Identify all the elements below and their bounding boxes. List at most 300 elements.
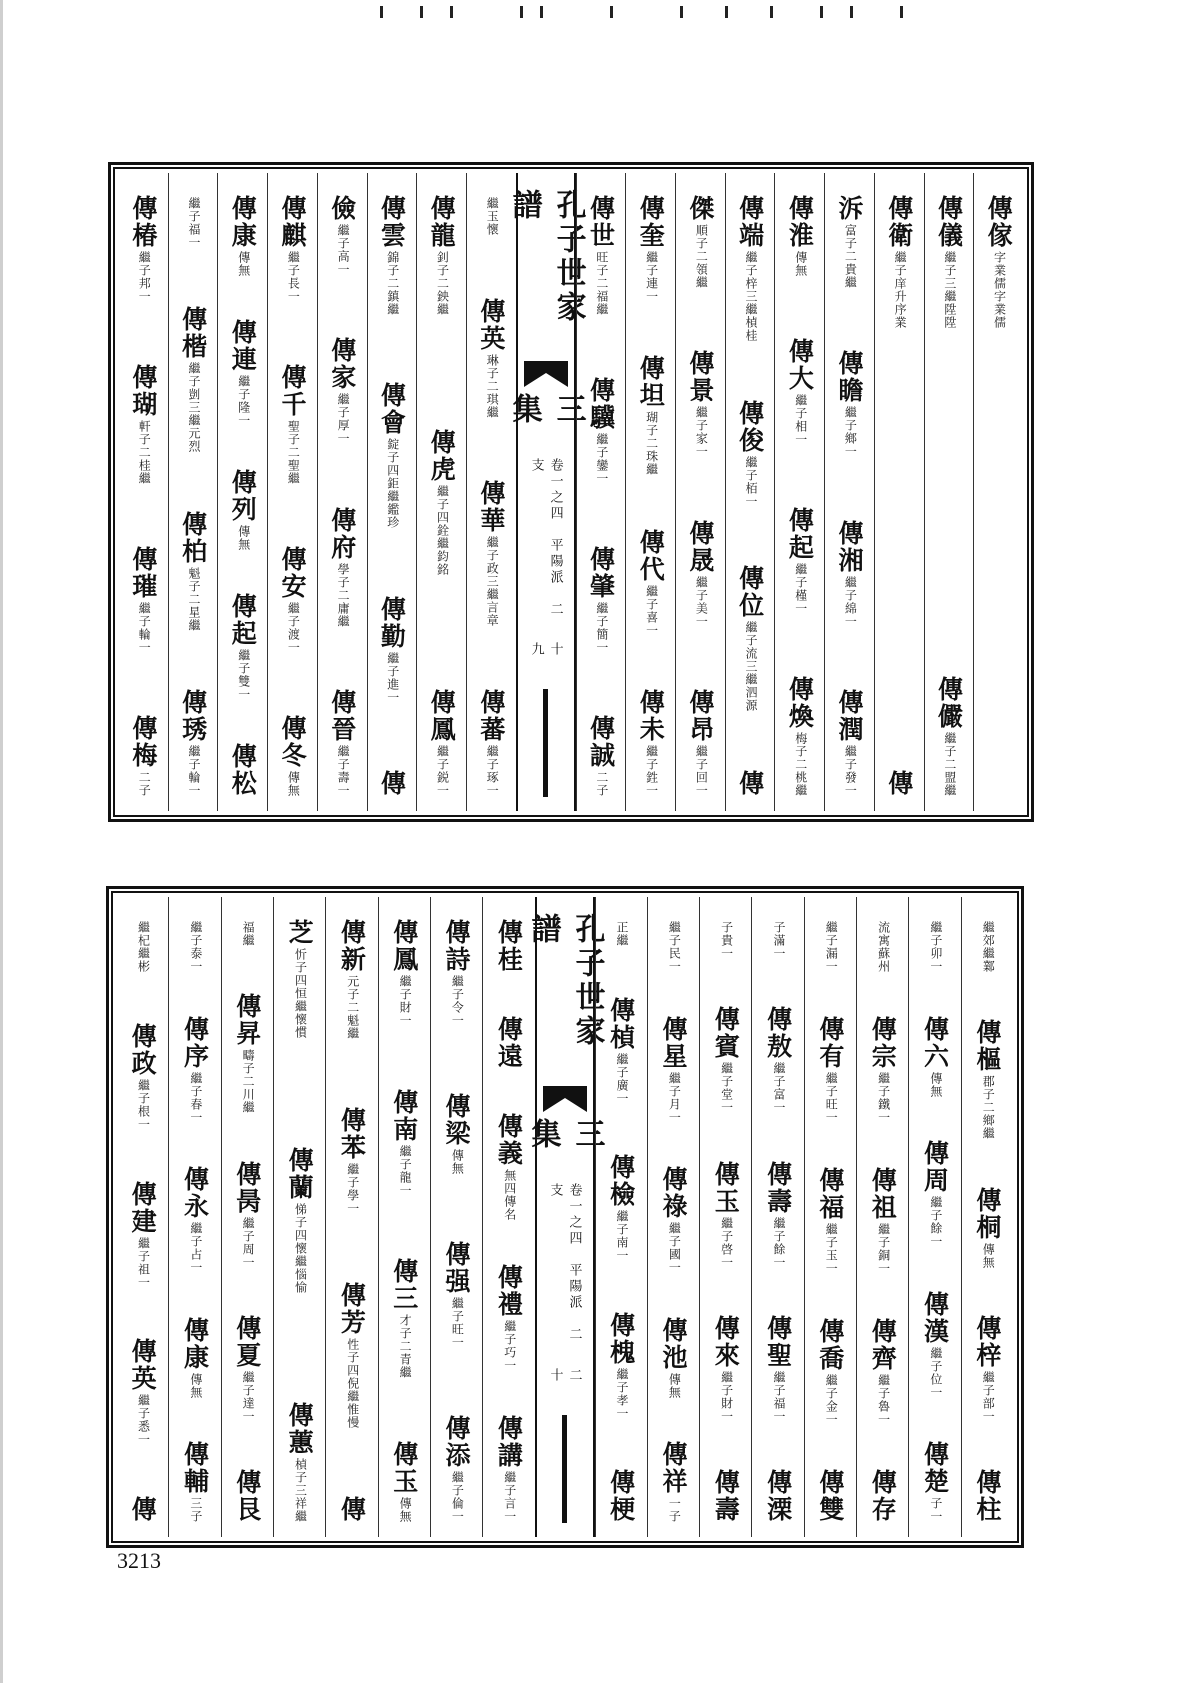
person-note: 繼子梓三繼楨桂	[744, 251, 759, 342]
person-note: 繼子卯一	[928, 921, 943, 973]
person-name: 傳儀	[934, 195, 964, 249]
person-name: 傳池	[658, 1316, 688, 1371]
person-note: 梅子二桃繼	[793, 732, 808, 797]
person-note: 繼子倫一	[450, 1471, 465, 1523]
person-note: 繼子祖一	[136, 1236, 151, 1289]
person-note: 繼郊繼鄴	[981, 921, 996, 973]
center-column	[506, 173, 586, 811]
genealogy-entry	[280, 364, 305, 485]
genealogy-entry	[636, 355, 666, 477]
genealogy-entry	[658, 1166, 688, 1274]
person-note: 傳無	[928, 1071, 943, 1098]
genealogy-entry	[785, 676, 815, 797]
person-name: 芝	[285, 919, 315, 946]
genealogy-entry	[228, 195, 258, 277]
person-note: 繼子相一	[793, 394, 808, 446]
genealogy-column	[675, 173, 725, 811]
person-note: 繼子悉一	[136, 1394, 151, 1447]
genealogy-entry	[711, 1160, 741, 1269]
person-note: 繼子槿一	[793, 563, 808, 615]
person-name: 傳潤	[835, 688, 865, 743]
genealogy-entry	[178, 510, 208, 632]
genealogy-entry	[884, 770, 914, 797]
person-name: 傳福	[815, 1167, 845, 1221]
genealogy-entry	[835, 519, 865, 628]
person-note: 繼子厚一	[336, 393, 351, 446]
person-note: 字業儒字業儒	[992, 251, 1007, 329]
genealogy-entry	[389, 919, 419, 1027]
genealogy-entry	[685, 195, 715, 289]
person-note: 傳無	[188, 1372, 203, 1399]
genealogy-entry	[327, 506, 357, 628]
person-note: 繼子庠升序業	[893, 251, 908, 329]
person-name: 傳蘭	[285, 1147, 315, 1201]
genealogy-column	[699, 897, 751, 1537]
person-note: 繼子南一	[615, 1210, 630, 1262]
person-note: 繼子鑾一	[594, 433, 609, 485]
genealogy-entry	[228, 743, 258, 797]
person-note: 繼杞繼彬	[136, 921, 151, 973]
person-name: 傳輔	[180, 1441, 210, 1495]
genealogy-entry	[636, 528, 666, 637]
genealogy-entry	[178, 306, 208, 454]
genealogy-entry	[972, 1469, 1002, 1523]
genealogy-column	[168, 173, 218, 811]
person-name: 傳敖	[763, 1006, 793, 1061]
genealogy-entry	[815, 1167, 845, 1275]
person-name: 傳昺	[232, 1160, 262, 1215]
person-name: 傳周	[920, 1140, 950, 1194]
genealogy-entry	[128, 546, 158, 654]
genealogy-column	[625, 173, 675, 811]
person-name: 傳璀	[128, 546, 158, 600]
person-note: 繼子二盟繼	[942, 732, 957, 797]
book-title: 孔子世家譜	[525, 913, 605, 1049]
person-note: 繼子流三繼泗源	[744, 621, 759, 713]
genealogy-entry	[785, 195, 815, 277]
person-note: 繼子魯一	[876, 1374, 891, 1426]
person-note: 繼子位一	[928, 1346, 943, 1399]
person-note: 無四傳名	[502, 1169, 517, 1221]
person-name: 傳賓	[711, 1006, 741, 1061]
person-name: 傳煥	[785, 676, 815, 730]
person-note: 繼子渡一	[286, 602, 301, 654]
genealogy-entry	[186, 195, 200, 249]
person-note: 釗子二鉠繼	[435, 251, 450, 316]
genealogy-column	[774, 173, 824, 811]
section-label: 卷一之四 平陽派 二支	[547, 1182, 582, 1343]
genealogy-column	[647, 897, 699, 1537]
genealogy-entry	[228, 469, 258, 551]
volume-label: 三集	[525, 1117, 605, 1148]
person-name: 傳儼	[934, 676, 964, 730]
person-name: 傳	[377, 769, 407, 797]
person-note: 繼子剴三繼元烈	[186, 362, 201, 454]
person-name: 傳楷	[178, 306, 208, 361]
genealogy-entry	[427, 689, 457, 797]
genealogy-entry	[614, 919, 628, 947]
genealogy-entry	[815, 1016, 845, 1124]
genealogy-column	[908, 897, 960, 1537]
genealogy-entry	[427, 195, 457, 316]
person-name: 傳建	[128, 1180, 158, 1235]
person-name: 傳誠	[586, 715, 616, 769]
person-name: 傳聖	[763, 1314, 793, 1369]
genealogy-entry	[178, 688, 208, 797]
person-name: 傳晟	[685, 519, 715, 574]
person-note: 繼子啓一	[719, 1216, 734, 1269]
person-note: 繼子政三繼言章	[485, 536, 500, 628]
person-note: 繼子金一	[824, 1374, 839, 1426]
person-name: 傳驥	[586, 377, 616, 431]
genealogy-entry	[180, 1441, 210, 1523]
person-name: 傳英	[128, 1338, 158, 1393]
person-note: 繼子三繼陞陞	[942, 251, 957, 329]
genealogy-entry	[476, 480, 506, 628]
genealogy-column	[595, 897, 647, 1537]
person-note: 郡子二鄉繼	[981, 1075, 996, 1141]
genealogy-entry	[934, 676, 964, 797]
person-name: 傳蕙	[285, 1402, 315, 1456]
genealogy-entry	[494, 1016, 524, 1070]
person-name: 傳宗	[868, 1016, 898, 1070]
person-name: 傳代	[636, 528, 666, 583]
fish-tail-mark	[543, 1086, 587, 1112]
person-name: 傳柏	[178, 510, 208, 565]
person-note: 繼子長一	[286, 251, 301, 303]
person-name: 傳琇	[178, 688, 208, 743]
person-name: 傳溧	[763, 1469, 793, 1523]
genealogy-entry	[389, 1258, 419, 1380]
person-note: 子一	[928, 1497, 943, 1523]
person-note: 傳無	[667, 1372, 682, 1399]
person-note: 繼子喜一	[644, 584, 659, 637]
person-note: 繼子回一	[694, 744, 709, 797]
person-note: 繼子財一	[719, 1370, 734, 1423]
genealogy-column	[117, 897, 168, 1537]
person-note: 繼子民一	[667, 921, 682, 973]
genealogy-column	[378, 897, 430, 1537]
person-name: 傳祥	[658, 1441, 688, 1495]
genealogy-entry	[442, 1241, 472, 1349]
person-note: 繼子春一	[188, 1071, 203, 1124]
genealogy-entry	[972, 1314, 1002, 1423]
genealogy-entry	[920, 1140, 950, 1248]
person-note: 傳無	[450, 1149, 465, 1175]
person-name: 傳禮	[494, 1264, 524, 1318]
person-name: 傳鳳	[389, 919, 419, 973]
person-name: 傳未	[636, 688, 666, 743]
person-note: 楨子三祥繼	[293, 1458, 308, 1523]
person-name: 傳坦	[636, 355, 666, 410]
person-name: 傳桐	[972, 1186, 1002, 1241]
genealogy-column	[217, 173, 267, 811]
person-name: 傑	[685, 195, 715, 222]
person-name: 傳淮	[785, 195, 815, 249]
person-note: 繼子占一	[188, 1222, 203, 1274]
genealogy-entry	[337, 1496, 367, 1523]
person-note: 繼子達一	[241, 1370, 256, 1423]
person-note: 正繼	[615, 921, 630, 947]
genealogy-entry	[711, 1469, 741, 1523]
genealogy-entry	[285, 919, 315, 1039]
person-name: 傳梅	[128, 715, 158, 769]
person-name: 傳景	[685, 350, 715, 405]
genealogy-entry	[763, 1314, 793, 1423]
person-note: 二子	[137, 771, 152, 797]
person-note: 繼子鄉一	[843, 406, 858, 459]
person-note: 繼子餘一	[928, 1196, 943, 1248]
genealogy-entry	[228, 319, 258, 427]
person-name: 傳楨	[606, 996, 636, 1051]
person-note: 繼子發一	[843, 744, 858, 797]
person-name: 傳瑚	[128, 364, 158, 418]
genealogy-entry	[377, 195, 407, 316]
genealogy-entry	[785, 338, 815, 446]
person-note: 繼子簡一	[594, 602, 609, 654]
genealogy-entry	[815, 1318, 845, 1426]
person-name: 傳梓	[972, 1314, 1002, 1369]
genealogy-column	[751, 897, 803, 1537]
person-note: 聖子二聖繼	[286, 420, 301, 485]
person-name: 傳	[128, 1496, 158, 1523]
genealogy-entry	[980, 919, 994, 973]
genealogy-entry	[934, 195, 964, 329]
person-name: 傳麒	[278, 195, 307, 249]
person-note: 疇子二川繼	[241, 1049, 256, 1115]
person-name: 傳苯	[337, 1107, 367, 1161]
person-note: 繼子旺一	[450, 1297, 465, 1349]
person-name: 傳椿	[128, 195, 158, 249]
genealogy-column	[824, 173, 874, 811]
genealogy-column	[317, 173, 367, 811]
person-note: 魁子二星繼	[186, 566, 201, 632]
person-name: 傳遠	[494, 1016, 524, 1070]
person-name: 儉	[327, 195, 357, 222]
person-name: 傳梁	[442, 1093, 472, 1147]
person-note: 繼子連一	[644, 251, 659, 303]
person-name: 傳英	[476, 297, 506, 352]
person-name: 傳槐	[606, 1311, 636, 1366]
genealogy-entry	[136, 919, 150, 973]
genealogy-entry	[636, 195, 666, 303]
person-name: 傳俊	[735, 399, 765, 454]
genealogy-entry	[711, 1314, 741, 1423]
person-name: 傳玉	[711, 1160, 741, 1215]
person-name: 傳傢	[984, 195, 1014, 249]
genealogy-entry	[280, 715, 305, 797]
book-title: 孔子世家譜	[506, 189, 586, 325]
genealogy-entry	[128, 1180, 158, 1289]
person-note: 繼子龍一	[398, 1144, 413, 1197]
person-name: 傳湘	[835, 519, 865, 574]
genealogy-entry	[476, 688, 506, 797]
person-name: 傳齊	[868, 1318, 898, 1372]
genealogy-column	[367, 173, 417, 811]
person-name: 傳龍	[427, 195, 457, 249]
person-note: 繼子輪一	[186, 744, 201, 797]
genealogy-entry	[337, 1107, 367, 1215]
person-name: 傳添	[442, 1415, 472, 1469]
person-note: 繼子月一	[667, 1071, 682, 1124]
genealogy-entry	[586, 377, 616, 485]
person-note: 性子四倪繼惟慢	[345, 1338, 360, 1429]
person-note: 繼子漏一	[824, 921, 839, 973]
genealogy-entry	[606, 1469, 636, 1523]
genealogy-entry	[280, 546, 305, 654]
person-note: 繼子國一	[667, 1222, 682, 1274]
person-note: 繼子家一	[694, 406, 709, 459]
genealogy-entry	[337, 919, 367, 1040]
genealogy-entry	[868, 1318, 898, 1426]
person-name: 傳肇	[586, 546, 616, 600]
genealogy-entry	[667, 919, 681, 973]
genealogy-entry	[476, 297, 506, 419]
person-name: 傳柱	[972, 1469, 1002, 1523]
genealogy-entry	[835, 195, 865, 289]
person-name: 傳世	[586, 195, 616, 249]
person-name: 傳大	[785, 338, 815, 392]
genealogy-entry	[377, 769, 407, 797]
genealogy-entry	[719, 919, 733, 960]
person-name: 傳南	[389, 1088, 419, 1143]
person-note: 繼子部一	[981, 1370, 996, 1423]
person-name: 傳序	[180, 1015, 210, 1070]
genealogy-column	[961, 897, 1013, 1537]
person-name: 傳來	[711, 1314, 741, 1369]
genealogy-entry	[868, 1016, 898, 1124]
person-note: 軒子二桂繼	[137, 420, 152, 485]
columns-top	[119, 173, 1023, 811]
genealogy-entry	[711, 1006, 741, 1115]
genealogy-block-bottom	[106, 886, 1024, 1548]
black-bar	[562, 1415, 567, 1523]
person-note: 元子二魁繼	[345, 975, 360, 1040]
genealogy-entry	[763, 1006, 793, 1115]
genealogy-entry	[735, 565, 765, 713]
person-note: 繼子玉一	[824, 1223, 839, 1275]
genealogy-entry	[377, 382, 407, 530]
genealogy-entry	[876, 919, 890, 973]
genealogy-entry	[180, 1015, 210, 1124]
person-name: 傳六	[920, 1015, 950, 1070]
genealogy-entry	[427, 429, 457, 576]
person-name: 傳壽	[711, 1469, 741, 1523]
person-note: 悌子四懷繼惱愉	[293, 1203, 308, 1294]
person-name: 傳勤	[377, 595, 407, 650]
genealogy-entry	[920, 1290, 950, 1399]
person-name: 傳華	[476, 480, 506, 535]
person-note: 繼玉懷	[485, 197, 500, 236]
person-name: 傳奎	[636, 195, 666, 249]
person-name: 傳壽	[763, 1160, 793, 1215]
genealogy-entry	[586, 546, 616, 654]
genealogy-entry	[636, 688, 666, 797]
genealogy-entry	[920, 1015, 950, 1098]
genealogy-entry	[442, 1415, 472, 1523]
person-name: 泝	[835, 195, 865, 222]
person-note: 傳無	[236, 251, 251, 277]
person-name: 傳	[884, 770, 914, 797]
person-name: 傳衛	[884, 195, 914, 249]
person-note: 富子二貴繼	[843, 224, 858, 289]
person-name: 傳千	[278, 364, 307, 418]
person-name: 傳漢	[920, 1290, 950, 1345]
person-name: 傳會	[377, 382, 407, 437]
person-name: 傳晉	[327, 688, 357, 743]
genealogy-column	[325, 897, 377, 1537]
person-name: 傳祖	[868, 1167, 898, 1221]
genealogy-entry	[494, 1264, 524, 1372]
genealogy-entry	[128, 715, 158, 797]
genealogy-entry	[835, 688, 865, 797]
person-name: 傳講	[494, 1415, 524, 1469]
person-note: 福繼	[241, 921, 256, 947]
person-note: 繼子邦一	[137, 251, 152, 303]
person-note: 繼子福一	[187, 197, 201, 249]
person-name: 傳存	[868, 1469, 898, 1523]
genealogy-entry	[884, 195, 914, 329]
genealogy-column	[924, 173, 974, 811]
person-name: 傳位	[735, 565, 765, 620]
genealogy-entry	[180, 1316, 210, 1399]
genealogy-entry	[735, 769, 765, 797]
genealogy-entry	[920, 1441, 950, 1523]
genealogy-entry	[128, 364, 158, 485]
person-note: 繼子栢一	[744, 455, 759, 508]
person-note: 三子	[188, 1497, 203, 1523]
genealogy-column	[168, 897, 220, 1537]
person-name: 傳雲	[377, 195, 407, 249]
person-note: 才子二青繼	[398, 1314, 413, 1380]
person-note: 繼子鐵一	[876, 1072, 891, 1124]
genealogy-entry	[442, 919, 472, 1027]
person-note: 繼子學一	[345, 1163, 360, 1215]
genealogy-entry	[285, 1402, 315, 1523]
person-name: 傳起	[228, 593, 258, 647]
genealogy-column	[267, 173, 317, 811]
person-name: 傳詩	[442, 919, 472, 973]
genealogy-entry	[232, 1469, 262, 1523]
genealogy-column	[273, 897, 325, 1537]
genealogy-entry	[327, 337, 357, 446]
person-name: 傳家	[327, 337, 357, 392]
genealogy-entry	[484, 195, 498, 236]
genealogy-entry	[868, 1469, 898, 1523]
person-name: 傳連	[228, 319, 258, 373]
person-name: 傳康	[180, 1316, 210, 1371]
person-note: 順子二領繼	[694, 224, 709, 289]
genealogy-entry	[984, 195, 1014, 329]
genealogy-entry	[972, 1019, 1002, 1141]
genealogy-entry	[389, 1440, 419, 1523]
person-note: 繼子泰一	[188, 921, 203, 973]
person-name: 傳三	[389, 1258, 419, 1313]
genealogy-entry	[280, 195, 305, 303]
genealogy-entry	[606, 1311, 636, 1420]
genealogy-column	[576, 173, 626, 811]
genealogy-entry	[972, 1186, 1002, 1269]
person-name: 傳檢	[606, 1154, 636, 1208]
person-name: 傳瞻	[835, 350, 865, 405]
person-note: 旺子二福繼	[594, 251, 609, 316]
genealogy-entry	[658, 1316, 688, 1399]
person-note: 傳無	[398, 1496, 413, 1523]
genealogy-entry	[327, 195, 357, 276]
genealogy-entry	[377, 595, 407, 704]
genealogy-column	[119, 173, 168, 811]
genealogy-entry	[240, 919, 254, 947]
